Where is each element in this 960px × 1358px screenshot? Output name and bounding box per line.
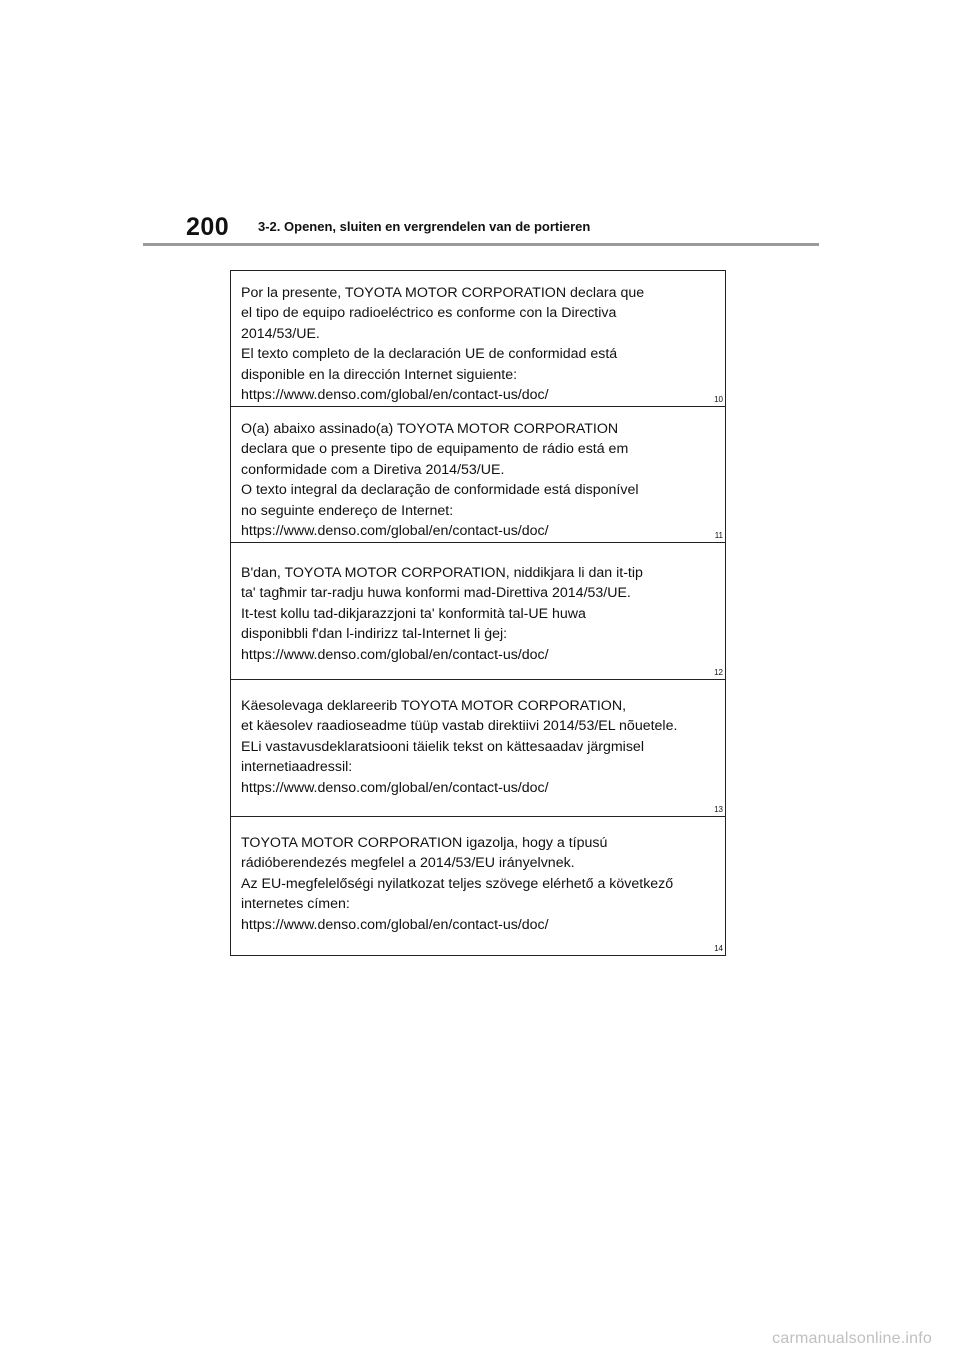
declaration-box <box>230 270 726 956</box>
header-divider <box>143 243 819 246</box>
declaration-id: 11 <box>714 531 723 540</box>
declaration-text: TOYOTA MOTOR CORPORATION igazolja, hogy a típusú rádióberendezés megfelel a 2014/53/EU irányelvnek. Az EU-megfelelőségi nyilatkozat teljes szövege elérhető a következő internetes címen: https://www.denso.com/global/en/contact-us/doc/ <box>241 835 674 933</box>
declaration-id: 13 <box>714 805 723 814</box>
page-number: 200 <box>186 213 230 241</box>
declaration-text: B'dan, TOYOTA MOTOR CORPORATION, niddikjara li dan it-tip ta' tagħmir tar-radju huwa konformi mad-Direttiva 2014/53/UE. It-test kollu tad-dikjarazzjoni ta' konformità tal-UE huwa disponibbli f'dan l-indirizz tal-Internet li ġej: https://www.denso.com/global/en/contact-us/doc/ <box>241 565 643 663</box>
declaration-spanish <box>231 271 725 407</box>
declaration-maltese <box>231 543 725 680</box>
declaration-id: 10 <box>714 395 723 404</box>
declaration-text: Käesolevaga deklareerib TOYOTA MOTOR CORPORATION, et käesolev raadioseadme tüüp vastab direktiivi 2014/53/EL nõuetele. ELi vastavusdeklaratsiooni täielik tekst on kättesaadav järgmisel internetiaadressil: https://www.denso.com/global/en/contact-us/doc/ <box>241 698 678 796</box>
declaration-hungarian <box>231 817 725 955</box>
declaration-id: 12 <box>714 668 723 677</box>
declaration-estonian <box>231 680 725 817</box>
watermark: carmanualsonline.info <box>772 1330 932 1347</box>
declaration-text: O(a) abaixo assinado(a) TOYOTA MOTOR CORPORATION declara que o presente tipo de equipamento de rádio está em conformidade com a Diretiva 2014/53/UE. O texto integral da declaração de conformidade está disponível no seguinte endereço de Internet: https://www.denso.com/global/en/contact-us/doc/ <box>241 421 639 540</box>
declaration-portuguese <box>231 407 725 543</box>
page-header <box>186 212 826 246</box>
declaration-id: 14 <box>714 944 723 953</box>
section-title: 3-2. Openen, sluiten en vergrendelen van de portieren <box>258 219 591 234</box>
declaration-text: Por la presente, TOYOTA MOTOR CORPORATION declara que el tipo de equipo radioeléctrico es conforme con la Directiva 2014/53/UE. El texto completo de la declaración UE de conformidad está disponible en la dirección Internet siguiente: https://www.denso.com/global/en/contact-us/doc/ <box>241 285 645 404</box>
